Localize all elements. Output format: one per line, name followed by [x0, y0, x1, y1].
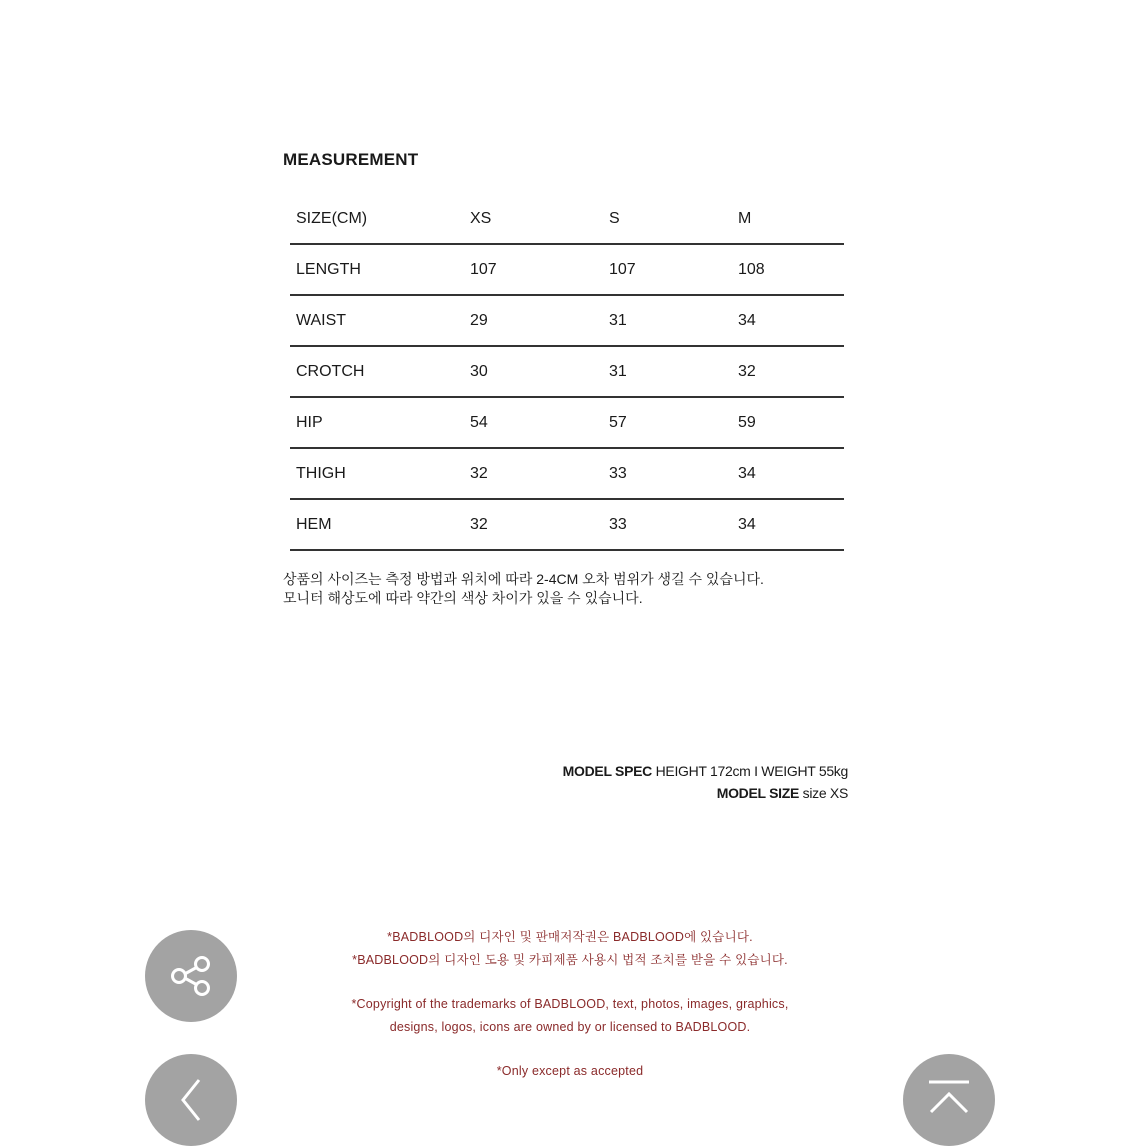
cell-s: 31 — [604, 346, 733, 397]
table-row — [290, 295, 844, 346]
row-label: CROTCH — [290, 346, 465, 397]
copyright-line: *Copyright of the trademarks of BADBLOOD, text, photos, images, graphics, — [351, 997, 789, 1011]
row-label: THIGH — [290, 448, 465, 499]
header-size: SIZE(CM) — [290, 195, 465, 244]
cell-m: 34 — [733, 448, 844, 499]
copyright-line: *BADBLOOD의 디자인 도용 및 카피제품 사용시 법적 조치를 받을 수 있습니다. — [352, 952, 788, 967]
row-label: WAIST — [290, 295, 465, 346]
model-info — [563, 760, 848, 804]
copyright-line: designs, logos, icons are owned by or licensed to BADBLOOD. — [389, 1019, 751, 1034]
table-row — [290, 346, 844, 397]
table-header-row — [290, 195, 844, 244]
cell-s: 33 — [604, 499, 733, 550]
cell-xs: 32 — [465, 448, 604, 499]
cell-s: 31 — [604, 295, 733, 346]
note-measurement-tolerance: 상품의 사이즈는 측정 방법과 위치에 따라 2-4CM 오차 범위가 생길 수 있습니다. — [283, 571, 764, 587]
model-spec-label: MODEL SPEC — [562, 763, 652, 779]
model-size-value: size XS — [802, 785, 848, 801]
header-m: M — [733, 195, 844, 244]
model-spec-line — [563, 760, 848, 782]
back-button[interactable] — [145, 1054, 237, 1146]
header-xs: XS — [465, 195, 604, 244]
header-s: S — [604, 195, 733, 244]
cell-xs: 32 — [465, 499, 604, 550]
cell-xs: 30 — [465, 346, 604, 397]
scroll-to-top-button[interactable] — [903, 1054, 995, 1146]
share-icon — [163, 948, 219, 1004]
model-size-line — [563, 782, 848, 804]
model-size-label: MODEL SIZE — [716, 785, 800, 801]
scroll-to-top-icon — [921, 1072, 977, 1128]
measurement-table — [290, 195, 844, 551]
cell-s: 57 — [604, 397, 733, 448]
chevron-left-icon — [163, 1072, 219, 1128]
row-label: HIP — [290, 397, 465, 448]
row-label: LENGTH — [290, 244, 465, 295]
size-notes — [283, 570, 764, 608]
table-row — [290, 448, 844, 499]
cell-m: 59 — [733, 397, 844, 448]
cell-m: 108 — [733, 244, 844, 295]
measurement-title: MEASUREMENT — [283, 150, 419, 169]
share-button[interactable] — [145, 930, 237, 1022]
cell-s: 107 — [604, 244, 733, 295]
table-row — [290, 499, 844, 550]
cell-s: 33 — [604, 448, 733, 499]
cell-xs: 29 — [465, 295, 604, 346]
cell-xs: 54 — [465, 397, 604, 448]
copyright-line: *BADBLOOD의 디자인 및 판매저작권은 BADBLOOD에 있습니다. — [387, 930, 753, 944]
cell-xs: 107 — [465, 244, 604, 295]
note-monitor-color: 모니터 해상도에 따라 약간의 색상 차이가 있을 수 있습니다. — [283, 590, 643, 606]
model-spec-value: HEIGHT 172cm I WEIGHT 55kg — [655, 763, 848, 779]
table-row — [290, 244, 844, 295]
cell-m: 34 — [733, 499, 844, 550]
table-row — [290, 397, 844, 448]
copyright-line: *Only except as accepted — [496, 1064, 644, 1078]
row-label: HEM — [290, 499, 465, 550]
cell-m: 34 — [733, 295, 844, 346]
cell-m: 32 — [733, 346, 844, 397]
